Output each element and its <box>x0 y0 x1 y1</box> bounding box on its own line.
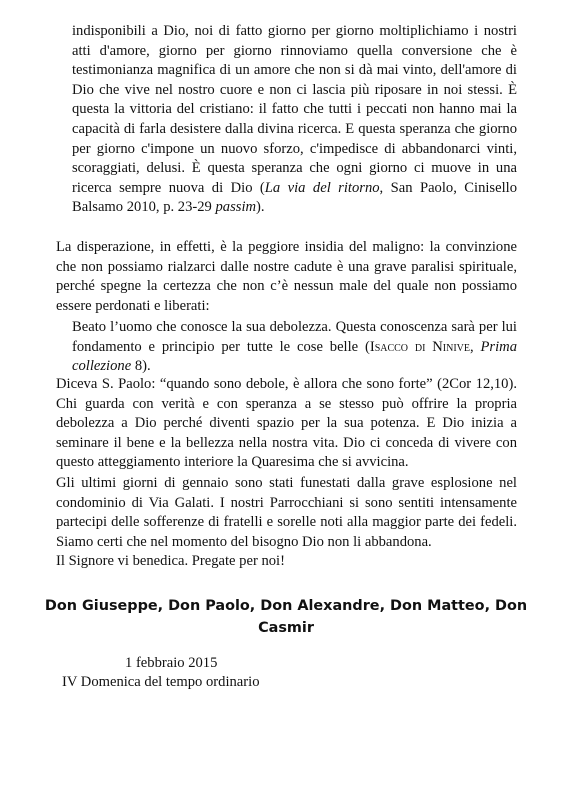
quote-2-reference: 8). <box>131 358 151 375</box>
quote-2-work: Prima collezione <box>72 338 517 375</box>
quote-1-source-end: ). <box>256 199 265 216</box>
quote-1-source-title: La via del ritorno <box>264 179 380 196</box>
liturgical-day-line: IV Domenica del tempo ordinario <box>62 674 260 690</box>
quote-block-2 <box>72 318 517 377</box>
quote-block-1 <box>72 22 517 218</box>
quote-2-text: Beato l’uomo che conosce la sua debolezza. Questa conoscenza sarà per lui fondamento e principio per tutte le cose belle ( <box>72 319 517 355</box>
quote-1-text: indisponibili a Dio, noi di fatto giorno per giorno moltiplichiamo i nostri atti d'amore, giorno per giorno rinnoviamo quella conversione che è testimonianza magnifica di un amore che non si dà mai vinto, dell'amore di Dio che vive nel nostro cuore e non ci lascia più riposare in noi stessi. È questa la vittoria del cristiano: il fatto che tutti i peccati non hanno mai la capacità di farla desistere dalla divina ricerca. E questa speranza che giorno per giorno c'impone un nuovo sforzo, c'impedisce di abbandonarci vinti, scoraggiati, delusi. È questa speranza che ogni giorno ci muove in una ricerca sempre nuova di Dio ( <box>72 23 517 196</box>
quote-2-separator: , <box>470 338 481 355</box>
paragraph-explosion: Gli ultimi giorni di gennaio sono stati funestati dalla grave esplosione nel condominio di Via Galati. I nostri Parrocchiani si sono sentiti intensamente partecipi delle sofferenze di fratelli e sorelle noti alla maggior parte dei fedeli. Siamo certi che nel momento del bisogno Dio non li abbandona. <box>56 475 517 550</box>
paragraph-despair: La disperazione, in effetti, è la peggiore insidia del maligno: la convinzione che non possiamo rialzarci dalle nostre cadute è una grave paralisi spirituale, perché spegne la certezza che non c’è nessun male del quale non possiamo essere perdonati e liberati: <box>56 239 517 314</box>
signature: Don Giuseppe, Don Paolo, Don Alexandre, Don Matteo, Don Casmir <box>44 598 528 636</box>
quote-1-source-details: , San Paolo, Cinisello Balsamo 2010, p. 23-29 <box>72 179 517 216</box>
quote-1-source-passim: passim <box>215 199 257 216</box>
date-line: 1 febbraio 2015 <box>125 655 218 671</box>
blessing-line: Il Signore vi benedica. Pregate per noi! <box>56 553 285 569</box>
paragraph-weakness: Diceva S. Paolo: “quando sono debole, è allora che sono forte” (2Cor 12,10). Chi guarda con verità e con speranza a se stesso può offrire la propria debolezza a Dio perché diventi spazio per la sua potenza. E Dio inizia a seminare il bene e la bellezza nella nostra vita. Dio ci conceda di vivere con questo atteggiamento interiore la Quaresima che si avvicina. <box>56 376 517 471</box>
quote-2-author: Isacco di Ninive <box>369 338 471 355</box>
